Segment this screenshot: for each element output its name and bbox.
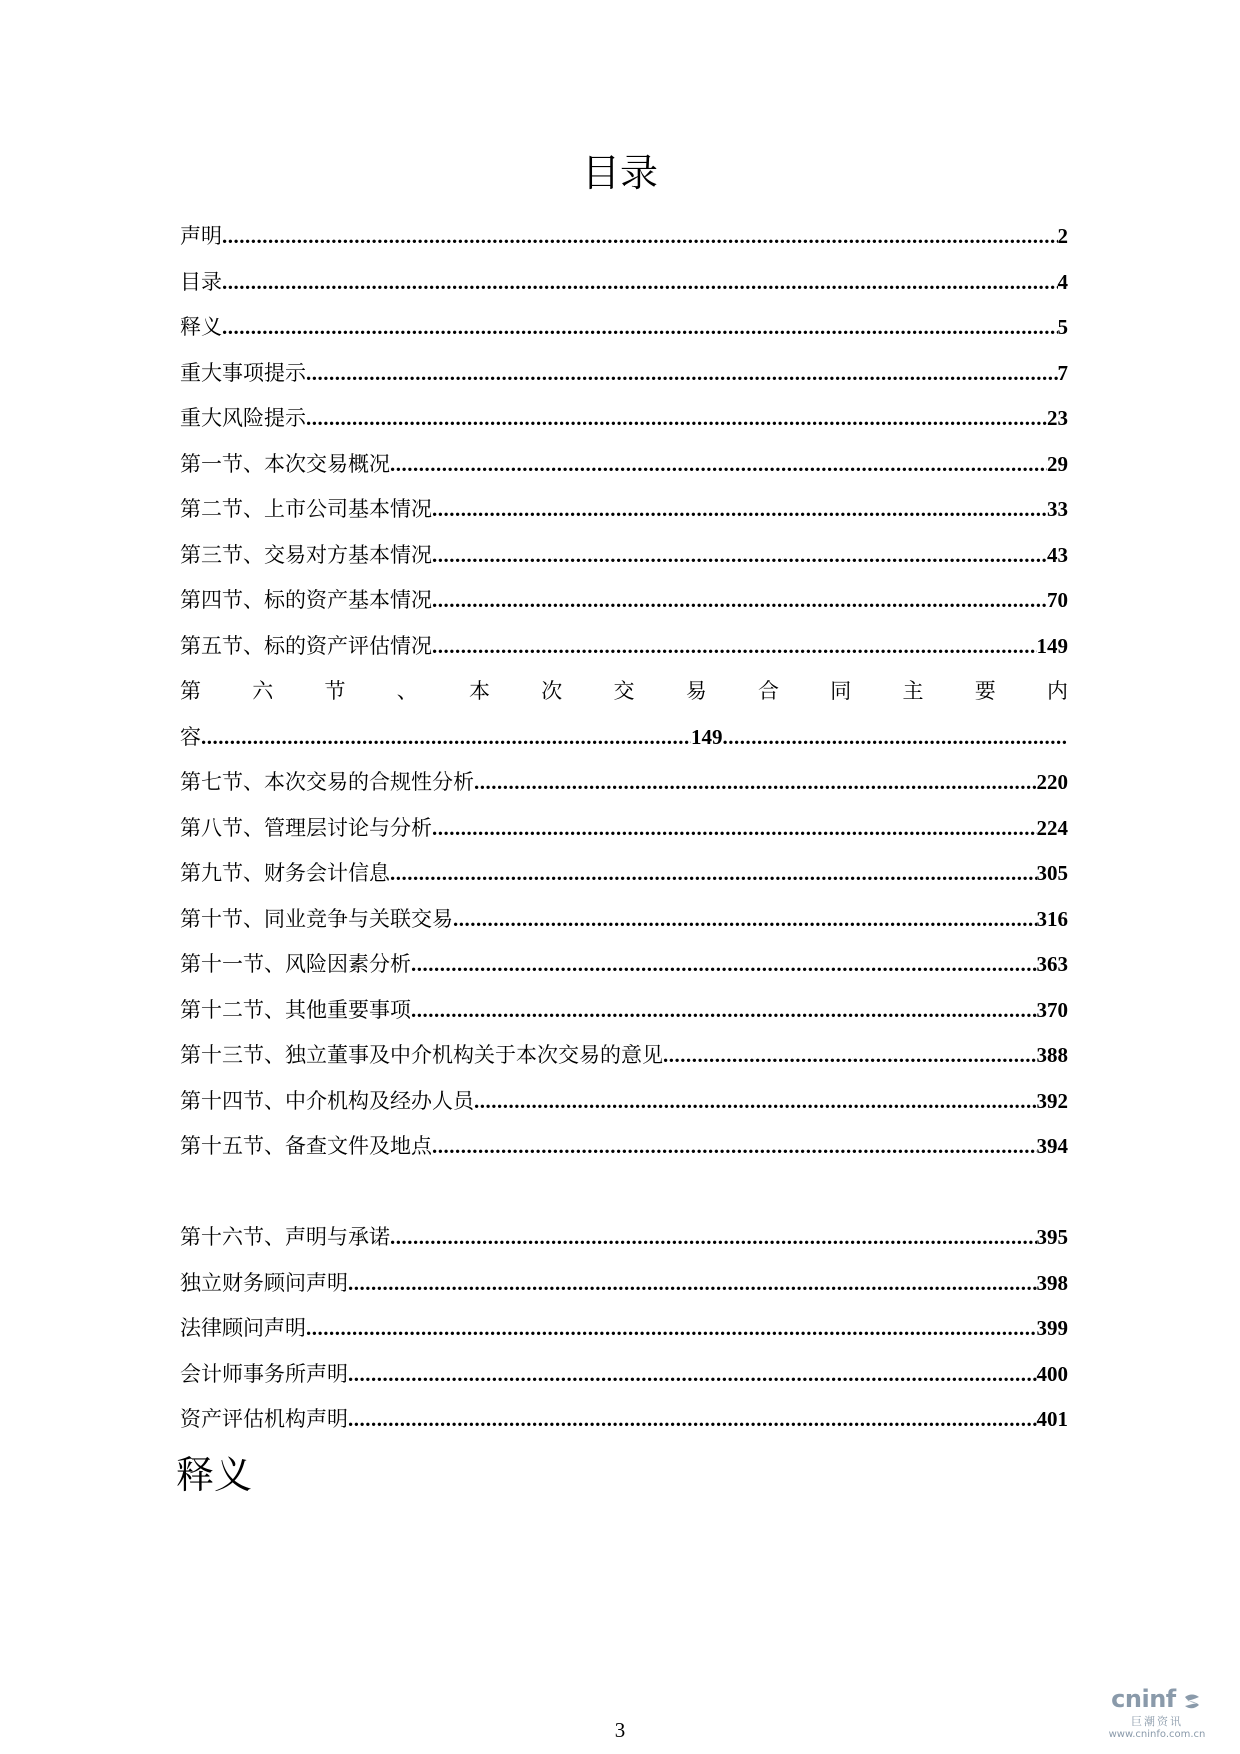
toc-entry-page: 23 bbox=[1047, 406, 1068, 430]
toc-char: 交 bbox=[613, 679, 635, 703]
dot-leader bbox=[432, 806, 1037, 852]
toc-entry-page: 394 bbox=[1036, 1134, 1068, 1158]
cninfo-logo-icon bbox=[1181, 1691, 1203, 1713]
toc-entry-label-tail: 容 bbox=[180, 724, 201, 749]
toc-entry-wrapped[interactable] bbox=[180, 669, 1068, 760]
watermark-brand-cn: 巨潮资讯 bbox=[1131, 1715, 1183, 1728]
toc-entry-page: 2 bbox=[1057, 224, 1068, 248]
toc-entry[interactable] bbox=[180, 851, 1068, 897]
toc-entry-page: 220 bbox=[1036, 770, 1068, 794]
toc-entry-label: 第五节、标的资产评估情况 bbox=[180, 633, 432, 658]
dot-leader bbox=[201, 715, 691, 761]
toc-entry-page: 305 bbox=[1036, 861, 1068, 885]
dot-leader bbox=[306, 1306, 1037, 1352]
dot-leader bbox=[432, 578, 1047, 624]
toc-char: 同 bbox=[830, 679, 852, 703]
dot-leader bbox=[663, 1033, 1037, 1079]
toc-entry-page: 5 bbox=[1057, 315, 1068, 339]
toc-char: 第 bbox=[180, 679, 201, 703]
table-of-contents bbox=[180, 214, 1068, 1443]
toc-char: 内 bbox=[1047, 679, 1068, 703]
dot-leader bbox=[390, 851, 1037, 897]
toc-entry-page: 395 bbox=[1036, 1225, 1068, 1249]
dot-leader bbox=[348, 1352, 1037, 1398]
dot-leader bbox=[411, 942, 1037, 988]
toc-entry[interactable] bbox=[180, 214, 1068, 260]
toc-entry-label: 会计师事务所声明 bbox=[180, 1361, 348, 1386]
toc-entry[interactable] bbox=[180, 1261, 1068, 1307]
toc-entry-page: 4 bbox=[1057, 269, 1068, 294]
toc-entry-label: 目录 bbox=[180, 269, 222, 294]
dot-leader bbox=[474, 1079, 1037, 1125]
toc-entry-page: 7 bbox=[1057, 360, 1068, 385]
watermark-brand: cninf bbox=[1111, 1684, 1176, 1713]
blank-line bbox=[180, 1170, 1068, 1216]
toc-entry-page: 33 bbox=[1047, 497, 1068, 521]
toc-title: 目录 bbox=[581, 151, 658, 195]
toc-entry-page: 398 bbox=[1036, 1270, 1068, 1295]
toc-entry-page: 149 bbox=[691, 724, 723, 749]
wrapped-line-justified bbox=[180, 669, 1068, 715]
toc-entry-label: 第十一节、风险因素分析 bbox=[180, 952, 411, 976]
toc-entry-label: 第十节、同业竞争与关联交易 bbox=[180, 906, 453, 931]
toc-entry-label: 第二节、上市公司基本情况 bbox=[180, 497, 432, 521]
dot-leader bbox=[390, 1215, 1037, 1261]
toc-entry-label: 第十四节、中介机构及经办人员 bbox=[180, 1088, 474, 1113]
toc-entry-label: 第十二节、其他重要事项 bbox=[180, 997, 411, 1022]
toc-entry[interactable] bbox=[180, 942, 1068, 988]
toc-entry-page: 388 bbox=[1036, 1043, 1068, 1067]
toc-entry[interactable] bbox=[180, 1352, 1068, 1398]
toc-entry-label: 重大风险提示 bbox=[180, 406, 306, 430]
toc-entry[interactable] bbox=[180, 1124, 1068, 1170]
toc-entry-page: 400 bbox=[1036, 1361, 1068, 1386]
wrapped-line-tail bbox=[180, 715, 1068, 761]
toc-entry-page: 43 bbox=[1047, 542, 1068, 567]
toc-entry[interactable] bbox=[180, 988, 1068, 1034]
toc-entry[interactable] bbox=[180, 1397, 1068, 1443]
dot-leader bbox=[432, 487, 1047, 533]
toc-char: 节 bbox=[324, 679, 346, 703]
toc-entry-page: 363 bbox=[1036, 952, 1068, 976]
toc-entry[interactable] bbox=[180, 806, 1068, 852]
watermark bbox=[1092, 1685, 1222, 1741]
toc-entry-label: 独立财务顾问声明 bbox=[180, 1270, 348, 1295]
toc-entry-label: 第三节、交易对方基本情况 bbox=[180, 542, 432, 567]
toc-char: 、 bbox=[396, 679, 418, 703]
toc-entry-label: 重大事项提示 bbox=[180, 360, 306, 385]
toc-entry-page: 70 bbox=[1047, 588, 1068, 612]
toc-entry[interactable] bbox=[180, 305, 1068, 351]
dot-leader bbox=[432, 533, 1047, 579]
toc-char: 合 bbox=[758, 679, 779, 703]
toc-entry-label: 声明 bbox=[180, 224, 222, 248]
dot-leader bbox=[723, 715, 1069, 761]
toc-entry-page: 149 bbox=[1036, 633, 1068, 658]
dot-leader bbox=[222, 260, 1058, 306]
dot-leader bbox=[306, 351, 1058, 397]
dot-leader bbox=[348, 1261, 1037, 1307]
dot-leader bbox=[306, 396, 1047, 442]
dot-leader bbox=[411, 988, 1037, 1034]
toc-entry[interactable] bbox=[180, 260, 1068, 306]
toc-entry[interactable] bbox=[180, 396, 1068, 442]
section-heading: 释义 bbox=[176, 1453, 253, 1497]
toc-entry[interactable] bbox=[180, 1306, 1068, 1352]
toc-char: 本 bbox=[469, 679, 490, 703]
toc-entry[interactable] bbox=[180, 442, 1068, 488]
toc-entry-label: 第四节、标的资产基本情况 bbox=[180, 588, 432, 612]
toc-entry[interactable] bbox=[180, 578, 1068, 624]
toc-char: 次 bbox=[541, 679, 563, 703]
toc-entry-page: 224 bbox=[1036, 815, 1068, 840]
toc-entry-label: 第七节、本次交易的合规性分析 bbox=[180, 770, 474, 794]
toc-entry-label: 第十六节、声明与承诺 bbox=[180, 1225, 390, 1249]
toc-entry-label: 释义 bbox=[180, 315, 222, 339]
toc-char: 主 bbox=[902, 679, 924, 703]
toc-entry-label: 法律顾问声明 bbox=[180, 1316, 306, 1340]
toc-entry[interactable] bbox=[180, 487, 1068, 533]
toc-entry-label: 第十五节、备查文件及地点 bbox=[180, 1134, 432, 1158]
watermark-brand-row bbox=[1092, 1685, 1222, 1714]
toc-entry[interactable] bbox=[180, 533, 1068, 579]
toc-entry-label: 第八节、管理层讨论与分析 bbox=[180, 815, 432, 840]
toc-entry-page: 399 bbox=[1036, 1316, 1068, 1340]
toc-entry-label: 资产评估机构声明 bbox=[180, 1407, 348, 1431]
toc-char: 易 bbox=[685, 679, 707, 703]
toc-char: 要 bbox=[974, 679, 996, 703]
page-number: 3 bbox=[614, 1718, 626, 1742]
toc-entry-label: 第十三节、独立董事及中介机构关于本次交易的意见 bbox=[180, 1043, 663, 1067]
dot-leader bbox=[222, 214, 1058, 260]
dot-leader bbox=[432, 624, 1037, 670]
toc-entry[interactable] bbox=[180, 760, 1068, 806]
toc-entry[interactable] bbox=[180, 624, 1068, 670]
toc-entry-page: 370 bbox=[1036, 997, 1068, 1022]
toc-entry[interactable] bbox=[180, 897, 1068, 943]
toc-entry[interactable] bbox=[180, 1079, 1068, 1125]
toc-entry[interactable] bbox=[180, 351, 1068, 397]
toc-entry[interactable] bbox=[180, 1033, 1068, 1079]
dot-leader bbox=[390, 442, 1047, 488]
dot-leader bbox=[222, 305, 1058, 351]
toc-entry-label: 第九节、财务会计信息 bbox=[180, 861, 390, 885]
dot-leader bbox=[474, 760, 1037, 806]
dot-leader bbox=[432, 1124, 1037, 1170]
toc-entry-page: 401 bbox=[1036, 1407, 1068, 1431]
watermark-url: www.cninfo.com.cn bbox=[1108, 1729, 1206, 1740]
dot-leader bbox=[453, 897, 1037, 943]
toc-entry-page: 29 bbox=[1047, 451, 1068, 476]
toc-entry-label: 第一节、本次交易概况 bbox=[180, 451, 390, 476]
dot-leader bbox=[348, 1397, 1037, 1443]
toc-entry[interactable] bbox=[180, 1215, 1068, 1261]
toc-entry-page: 392 bbox=[1036, 1088, 1068, 1113]
toc-entry-page: 316 bbox=[1036, 906, 1068, 931]
toc-char: 六 bbox=[252, 679, 274, 703]
